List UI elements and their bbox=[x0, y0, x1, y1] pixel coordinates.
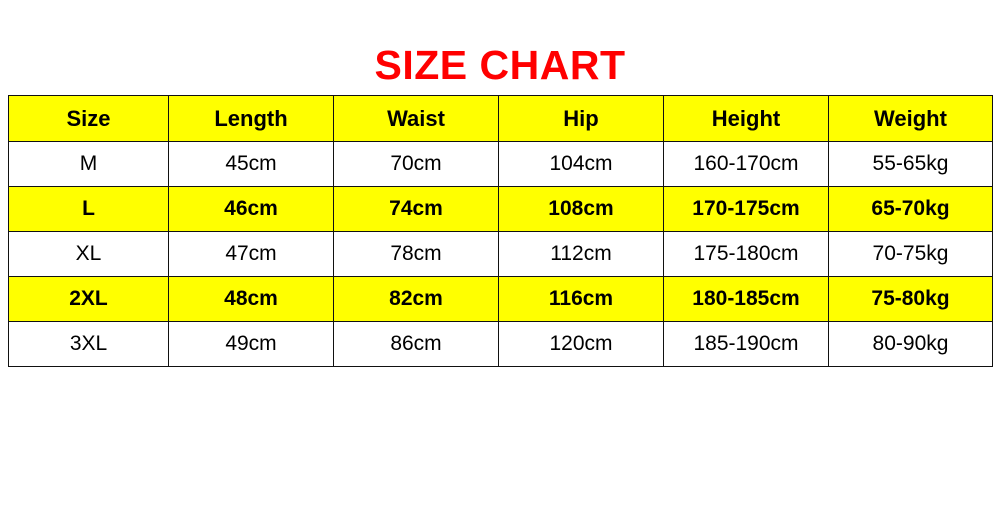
cell-waist: 86cm bbox=[334, 322, 499, 367]
column-header-height: Height bbox=[664, 96, 829, 142]
cell-length: 48cm bbox=[169, 277, 334, 322]
cell-weight: 65-70kg bbox=[829, 187, 993, 232]
cell-height: 160-170cm bbox=[664, 142, 829, 187]
cell-size: L bbox=[9, 187, 169, 232]
cell-weight: 55-65kg bbox=[829, 142, 993, 187]
table-header-row bbox=[9, 96, 993, 142]
cell-length: 47cm bbox=[169, 232, 334, 277]
cell-size: 3XL bbox=[9, 322, 169, 367]
table-row bbox=[9, 232, 993, 277]
cell-hip: 112cm bbox=[499, 232, 664, 277]
page-title: SIZE CHART bbox=[374, 42, 626, 88]
cell-waist: 74cm bbox=[334, 187, 499, 232]
column-header-size: Size bbox=[9, 96, 169, 142]
table-row bbox=[9, 277, 993, 322]
cell-hip: 108cm bbox=[499, 187, 664, 232]
cell-size: 2XL bbox=[9, 277, 169, 322]
cell-size: XL bbox=[9, 232, 169, 277]
cell-weight: 75-80kg bbox=[829, 277, 993, 322]
cell-weight: 70-75kg bbox=[829, 232, 993, 277]
size-chart-container bbox=[8, 37, 992, 367]
column-header-waist: Waist bbox=[334, 96, 499, 142]
cell-length: 45cm bbox=[169, 142, 334, 187]
table-row bbox=[9, 187, 993, 232]
table-row bbox=[9, 322, 993, 367]
table-body bbox=[9, 142, 993, 367]
column-header-length: Length bbox=[169, 96, 334, 142]
column-header-weight: Weight bbox=[829, 96, 993, 142]
cell-height: 180-185cm bbox=[664, 277, 829, 322]
cell-height: 170-175cm bbox=[664, 187, 829, 232]
column-header-hip: Hip bbox=[499, 96, 664, 142]
cell-hip: 116cm bbox=[499, 277, 664, 322]
cell-waist: 70cm bbox=[334, 142, 499, 187]
cell-waist: 78cm bbox=[334, 232, 499, 277]
cell-waist: 82cm bbox=[334, 277, 499, 322]
table-row bbox=[9, 142, 993, 187]
cell-height: 185-190cm bbox=[664, 322, 829, 367]
cell-hip: 120cm bbox=[499, 322, 664, 367]
cell-size: M bbox=[9, 142, 169, 187]
cell-height: 175-180cm bbox=[664, 232, 829, 277]
cell-weight: 80-90kg bbox=[829, 322, 993, 367]
table-header bbox=[9, 96, 993, 142]
cell-length: 49cm bbox=[169, 322, 334, 367]
cell-hip: 104cm bbox=[499, 142, 664, 187]
cell-length: 46cm bbox=[169, 187, 334, 232]
size-chart-table bbox=[8, 95, 993, 367]
